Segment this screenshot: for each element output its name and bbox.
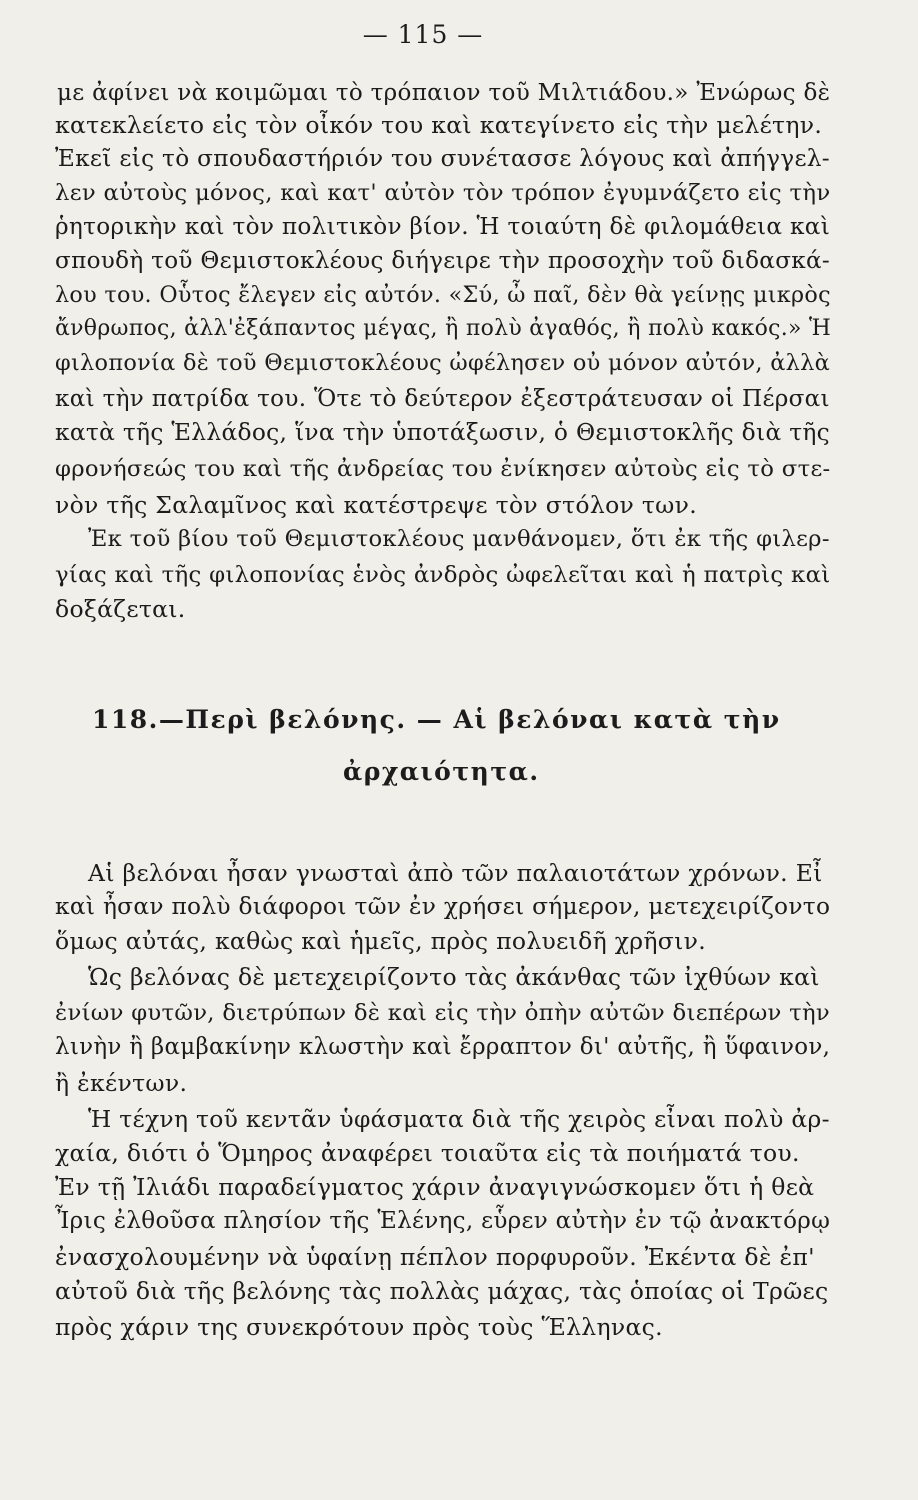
text-line: ἐνίων φυτῶν, διετρύπων δὲ καὶ εἰς τὴν ὀπὴν αὐτῶν διεπέρων τὴν bbox=[55, 1000, 830, 1026]
text-line: Ἐκεῖ εἰς τὸ σπουδαστήριόν του συνέτασσε λόγους καὶ ἀπήγγελ- bbox=[55, 145, 830, 172]
text-line: ἢ ἐκέντων. bbox=[55, 1069, 188, 1097]
text-line: φρονήσεώς του καὶ τῆς ἀνδρείας του ἐνίκησεν αὐτοὺς εἰς τὸ στε- bbox=[55, 456, 831, 482]
text-line: καὶ ἦσαν πολὺ διάφοροι τῶν ἐν χρήσει σήμερον, μετεχειρίζοντο bbox=[55, 893, 831, 920]
text-line: πρὸς χάριν της συνεκρότουν πρὸς τοὺς Ἕλληνας. bbox=[55, 1313, 663, 1341]
text-line: Ὡς βελόνας δὲ μετεχειρίζοντο τὰς ἀκάνθας τῶν ἰχθύων καὶ bbox=[88, 963, 820, 991]
text-line: λου του. Οὗτος ἔλεγεν εἰς αὐτόν. «Σύ, ὦ παῖ, δὲν θὰ γείνῃς μικρὸς bbox=[55, 282, 831, 308]
text-line: σπουδὴ τοῦ Θεμιστοκλέους διήγειρε τὴν προσοχὴν τοῦ διδασκά- bbox=[55, 248, 831, 274]
text-line: Αἱ βελόναι ἦσαν γνωσταὶ ἀπὸ τῶν παλαιοτάτων χρόνων. Εἶ bbox=[88, 859, 823, 887]
text-line: κατὰ τῆς Ἑλλάδος, ἵνα τὴν ὑποτάξωσιν, ὁ Θεμιστοκλῆς διὰ τῆς bbox=[55, 419, 831, 446]
text-line: νὸν τῆς Σαλαμῖνος καὶ κατέστρεψε τὸν στόλον των. bbox=[55, 491, 697, 519]
text-line: γίας καὶ τῆς φιλοπονίας ἑνὸς ἀνδρὸς ὠφελεῖται καὶ ἡ πατρὶς καὶ bbox=[55, 562, 831, 588]
section-heading-line-1: 118.—Περὶ βελόνης. — Αἱ βελόναι κατὰ τὴν bbox=[92, 705, 781, 734]
text-line: ῥητορικὴν καὶ τὸν πολιτικὸν βίον. Ἡ τοιαύτη δὲ φιλομάθεια καὶ bbox=[55, 213, 831, 240]
section-heading-line-2: ἀρχαιότητα. bbox=[343, 757, 540, 786]
text-line: Ἐν τῇ Ἰλιάδι παραδείγματος χάριν ἀναγιγνώσκομεν ὅτι ἡ θεὰ bbox=[55, 1173, 815, 1201]
text-line: ὅμως αὐτάς, καθὼς καὶ ἡμεῖς, πρὸς πολυειδῆ χρῆσιν. bbox=[55, 927, 706, 955]
text-line: δοξάζεται. bbox=[55, 595, 186, 623]
text-line: ἐνασχολουμένην νὰ ὑφαίνῃ πέπλον πορφυροῦν. Ἐκέντα δὲ ἐπ' bbox=[55, 1243, 815, 1271]
text-line: Ἡ τέχνη τοῦ κεντᾶν ὑφάσματα διὰ τῆς χειρὸς εἶναι πολὺ ἀρ- bbox=[88, 1105, 830, 1133]
text-line: ἄνθρωπος, ἀλλ'ἐξάπαντος μέγας, ἢ πολὺ ἀγαθός, ἢ πολὺ κακός.» Ἡ bbox=[55, 316, 832, 341]
text-line: φιλοπονία δὲ τοῦ Θεμιστοκλέους ὠφέλησεν οὐ μόνον αὐτόν, ἀλλὰ bbox=[55, 350, 831, 376]
text-line: κατεκλείετο εἰς τὸν οἶκόν του καὶ κατεγίνετο εἰς τὴν μελέτην. bbox=[55, 111, 823, 139]
text-line: καὶ τὴν πατρίδα του. Ὅτε τὸ δεύτερον ἐξεστράτευσαν οἱ Πέρσαι bbox=[55, 386, 830, 412]
text-line: Ἶρις ἐλθοῦσα πλησίον τῆς Ἑλένης, εὗρεν αὐτὴν ἐν τῷ ἀνακτόρῳ bbox=[55, 1208, 831, 1234]
page-number: — 115 — bbox=[362, 20, 484, 49]
text-line: με ἀφίνει νὰ κοιμῶμαι τὸ τρόπαιον τοῦ Μιλτιάδου.» Ἐνώρως δὲ bbox=[57, 80, 831, 106]
text-line: λινὴν ἢ βαμβακίνην κλωστὴν καὶ ἔρραπτον δι' αὐτῆς, ἢ ὕφαινον, bbox=[55, 1034, 831, 1060]
text-line: χαία, διότι ὁ Ὅμηρος ἀναφέρει τοιαῦτα εἰς τὰ ποιήματά του. bbox=[55, 1139, 800, 1167]
text-line: αὐτοῦ διὰ τῆς βελόνης τὰς πολλὰς μάχας, τὰς ὁποίας οἱ Τρῶες bbox=[55, 1277, 829, 1305]
text-line: Ἐκ τοῦ βίου τοῦ Θεμιστοκλέους μανθάνομεν, ὅτι ἐκ τῆς φιλερ- bbox=[88, 526, 830, 552]
text-line: λεν αὐτοὺς μόνος, καὶ κατ' αὐτὸν τὸν τρόπον ἐγυμνάζετο εἰς τὴν bbox=[55, 180, 831, 206]
